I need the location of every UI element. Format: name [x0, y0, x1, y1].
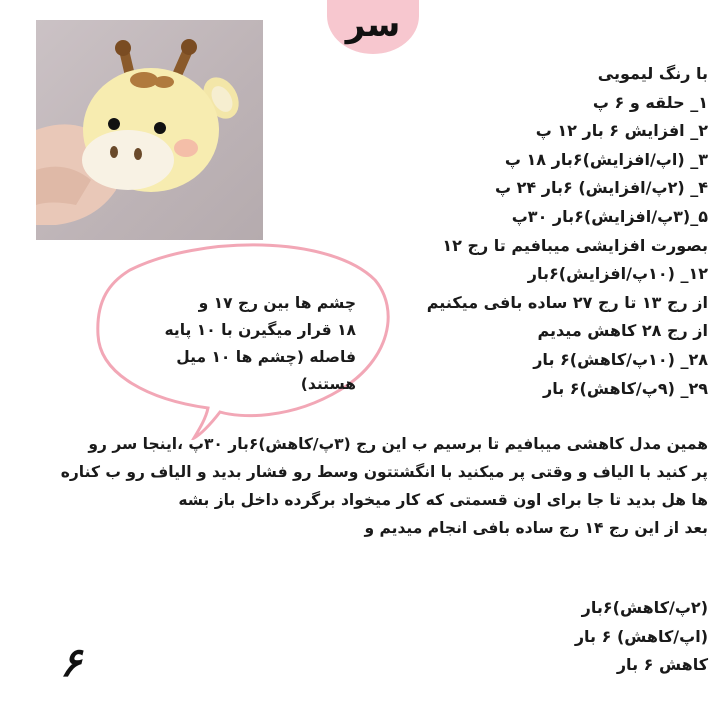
eye-placement-note [118, 290, 356, 398]
paragraph-line: بعد از این رج ۱۴ رج ساده بافی انجام میدیم و [364, 519, 708, 537]
instruction-line: ۴_ (۲پ/افزایش) ۶بار ۲۴ پ [495, 178, 708, 198]
final-step-line: (۲پ/کاهش)۶بار [581, 598, 708, 617]
page-title: سر [345, 5, 401, 45]
instruction-line: ۳_ (اپ/افزایش)۶بار ۱۸ پ [504, 149, 708, 169]
paragraph-line: ها هل بدید تا جا برای اون قسمتی که کار میخواد برگرده داخل باز بشه [178, 491, 708, 509]
note-line: هستند) [300, 375, 356, 393]
paragraph-line: همین مدل کاهشی میبافیم تا برسیم ب این رج (۳پ/کاهش)۶بار ۳۰پ ،اینجا سر رو [88, 435, 708, 453]
instruction-line: بصورت افزایشی میبافیم تا رج ۱۲ [442, 235, 708, 255]
final-steps-list [68, 594, 708, 680]
instruction-line: ۵_(۳پ/افزایش)۶بار ۳۰پ [511, 206, 708, 226]
final-step-line: (اپ/کاهش) ۶ بار [574, 626, 708, 646]
instruction-line: ۲_ افزایش ۶ بار ۱۲ پ [535, 121, 708, 141]
instruction-line: ۱۲_ (۱۰پ/افزایش)۶بار [527, 264, 708, 284]
instruction-line: ۲۹_ (۹پ/کاهش)۶ بار [542, 378, 708, 398]
final-step-line: کاهش ۶ بار [616, 655, 708, 675]
instruction-paragraph [8, 430, 708, 542]
instruction-line: ۱_ حلقه و ۶ پ [592, 92, 708, 112]
instruction-line: از رج ۲۸ کاهش میدیم [537, 321, 708, 341]
note-line: ۱۸ قرار میگیرن با ۱۰ پایه [164, 321, 356, 339]
note-line: فاصله (چشم ها ۱۰ میل [176, 348, 356, 366]
instruction-line: از رج ۱۳ تا رج ۲۷ ساده بافی میکنیم [426, 292, 708, 312]
paragraph-line: پر کنید با الیاف و وقتی پر میکنید با انگشتتون وسط رو فشار بدید و الیاف رو ب کناره [60, 463, 708, 481]
page-number: ۶ [60, 640, 82, 686]
instruction-line: با رنگ لیمویی [597, 64, 708, 83]
note-line: چشم ها بین رج ۱۷ و [198, 294, 356, 312]
instruction-line: ۲۸_ (۱۰پ/کاهش)۶ بار [533, 349, 708, 369]
